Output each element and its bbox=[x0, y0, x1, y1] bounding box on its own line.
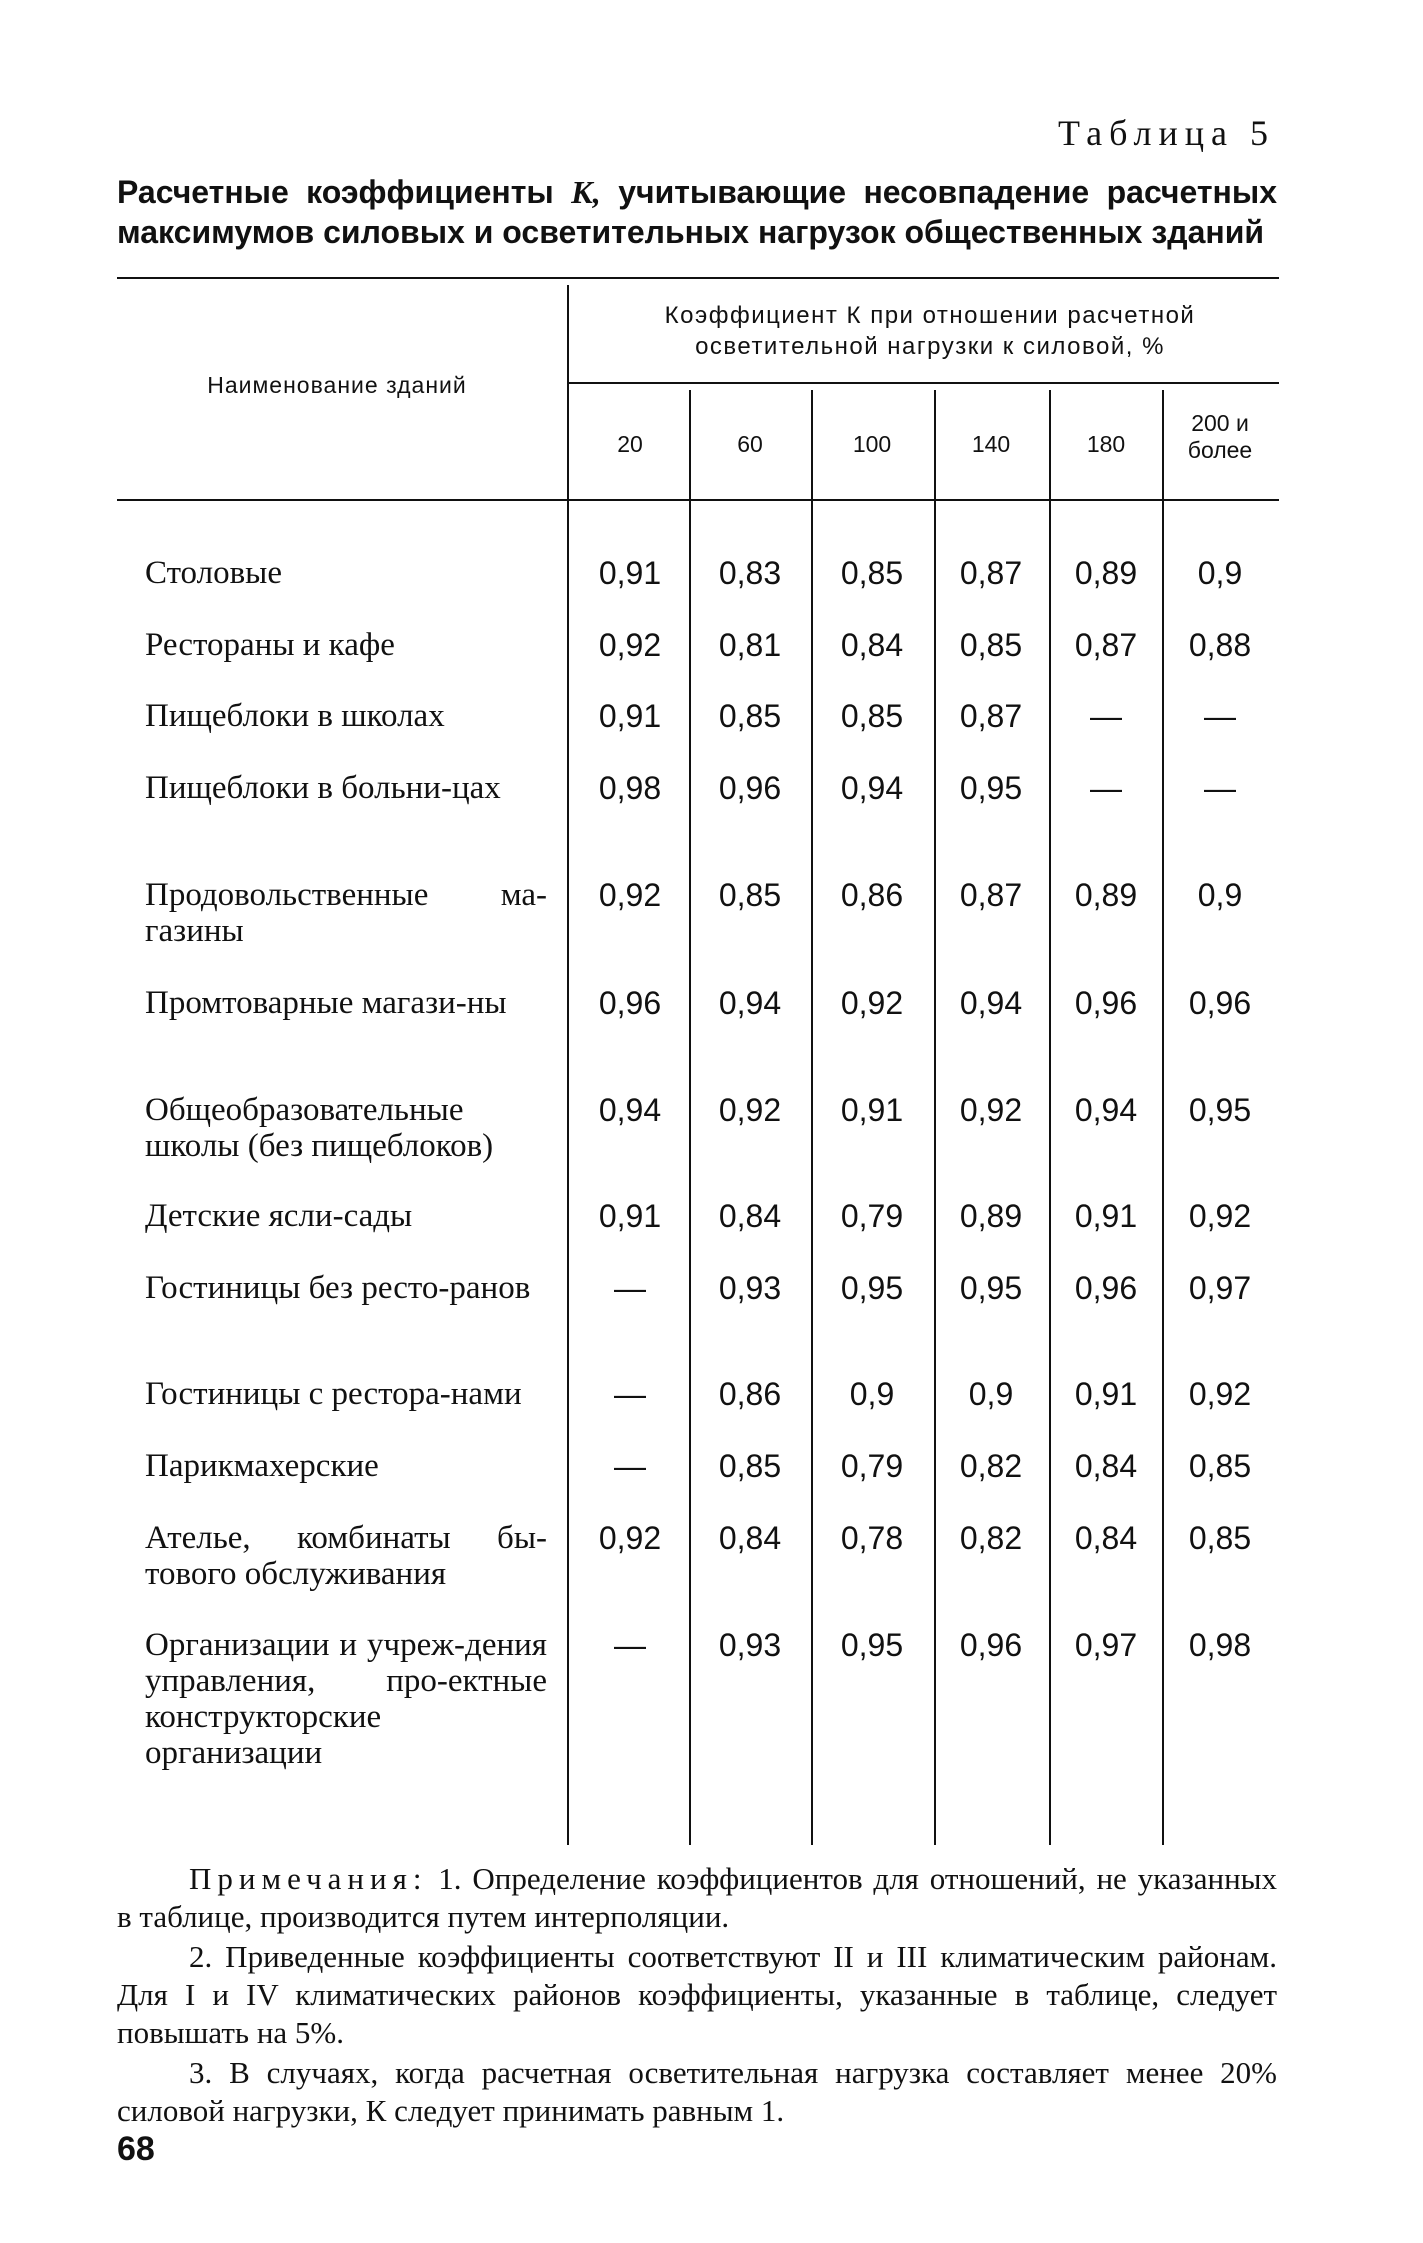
table-cell: 0,83 bbox=[718, 555, 782, 591]
table-cell: 0,94 bbox=[840, 770, 904, 806]
table-cell: 0,89 bbox=[959, 1198, 1023, 1234]
table-caption bbox=[117, 172, 1277, 252]
header-ratio-1: 20 bbox=[617, 431, 643, 457]
row-building-name bbox=[117, 985, 547, 1021]
row-building-name bbox=[117, 1448, 547, 1484]
table-cell: 0,93 bbox=[718, 1270, 782, 1306]
caption-text-1: Расчетные коэффициенты bbox=[117, 174, 572, 210]
table-number: Таблица 5 bbox=[1058, 113, 1275, 153]
table-cell: 0,91 bbox=[598, 555, 662, 591]
header-ratio-6: 200 и более bbox=[1187, 410, 1253, 463]
row-building-name-text: Парикмахерские bbox=[145, 1448, 379, 1484]
table-cell: — bbox=[614, 1448, 646, 1484]
table-cell: — bbox=[614, 1376, 646, 1412]
table-cell: 0,84 bbox=[840, 627, 904, 663]
table-cell: 0,94 bbox=[959, 985, 1023, 1021]
table-cell: 0,97 bbox=[1188, 1270, 1252, 1306]
table-cell: 0,84 bbox=[1074, 1448, 1138, 1484]
table-cell: 0,96 bbox=[598, 985, 662, 1021]
row-building-name bbox=[117, 1376, 547, 1412]
table-cell: 0,92 bbox=[1188, 1198, 1252, 1234]
table-cell: 0,92 bbox=[959, 1092, 1023, 1128]
row-building-name-text: Продовольственные ма-газины bbox=[145, 877, 547, 949]
table-cell: — bbox=[614, 1627, 646, 1663]
table-cell: 0,79 bbox=[840, 1448, 904, 1484]
row-building-name bbox=[117, 1270, 547, 1306]
table-cell: 0,93 bbox=[718, 1627, 782, 1663]
table-cell: 0,85 bbox=[718, 877, 782, 913]
table-cell: 0,92 bbox=[718, 1092, 782, 1128]
row-building-name-text: Ателье, комбинаты бы-тового обслуживания bbox=[145, 1520, 547, 1592]
row-building-name bbox=[117, 555, 547, 591]
table-cell: 0,94 bbox=[1074, 1092, 1138, 1128]
page-number: 68 bbox=[117, 2130, 155, 2168]
caption-symbol: К, bbox=[571, 174, 601, 210]
table-cell: 0,9 bbox=[1197, 877, 1243, 913]
table-cell: 0,82 bbox=[959, 1448, 1023, 1484]
table-cell: 0,95 bbox=[959, 1270, 1023, 1306]
row-building-name bbox=[117, 770, 547, 806]
notes-lead: Примечания: bbox=[189, 1861, 428, 1896]
table-cell: 0,92 bbox=[598, 877, 662, 913]
row-building-name-text: Организации и учреж-дения управления, про-ектные конструкторские организации bbox=[145, 1627, 547, 1771]
table-cell: 0,91 bbox=[598, 1198, 662, 1234]
table-cell: 0,96 bbox=[1074, 985, 1138, 1021]
header-bottom-rule bbox=[117, 499, 1279, 501]
table-cell: 0,94 bbox=[718, 985, 782, 1021]
table-cell: 0,85 bbox=[718, 1448, 782, 1484]
table-cell: 0,84 bbox=[718, 1198, 782, 1234]
table-cell: 0,91 bbox=[1074, 1376, 1138, 1412]
row-building-name bbox=[117, 1627, 547, 1771]
table-cell: 0,96 bbox=[1188, 985, 1252, 1021]
note-1-text: 1. Определение коэффициентов для отношений, не указанных в таблице, производится путем интерполяции. bbox=[117, 1861, 1277, 1934]
row-building-name-text: Гостиницы с рестора-нами bbox=[145, 1376, 522, 1412]
table-cell: — bbox=[1204, 770, 1236, 806]
table-cell: 0,78 bbox=[840, 1520, 904, 1556]
table-cell: 0,87 bbox=[959, 698, 1023, 734]
table-cell: 0,98 bbox=[1188, 1627, 1252, 1663]
table-cell: 0,91 bbox=[840, 1092, 904, 1128]
note-2: 2. Приведенные коэффициенты соответствуют II и III климатическим районам. Для I и IV климатических районов коэффициенты, указанные в таблице, следует повышать на 5%. bbox=[117, 1939, 1277, 2050]
table-cell: 0,91 bbox=[598, 698, 662, 734]
table-cell: 0,85 bbox=[718, 698, 782, 734]
column-divider bbox=[1162, 390, 1164, 1845]
table-cell: 0,94 bbox=[598, 1092, 662, 1128]
column-divider bbox=[811, 390, 813, 1845]
row-building-name-text: Детские ясли-сады bbox=[145, 1198, 413, 1234]
table-cell: 0,95 bbox=[959, 770, 1023, 806]
row-building-name bbox=[117, 1520, 547, 1592]
table-cell: 0,95 bbox=[1188, 1092, 1252, 1128]
header-ratio-5: 180 bbox=[1086, 431, 1126, 457]
table-cell: 0,85 bbox=[840, 698, 904, 734]
header-sub-rule bbox=[569, 382, 1279, 384]
header-ratio-4: 140 bbox=[971, 431, 1011, 457]
row-building-name bbox=[117, 877, 547, 949]
table-cell: 0,85 bbox=[840, 555, 904, 591]
header-ratio-3: 100 bbox=[852, 431, 892, 457]
row-building-name bbox=[117, 1198, 547, 1234]
table-cell: 0,86 bbox=[840, 877, 904, 913]
table-cell: 0,87 bbox=[959, 555, 1023, 591]
table-cell: 0,84 bbox=[1074, 1520, 1138, 1556]
header-coefficient-line2: осветительной нагрузки к силовой, % bbox=[695, 333, 1165, 360]
row-building-name-text: Общеобразовательные школы (без пищеблоков) bbox=[145, 1092, 494, 1164]
header-ratio-2: 60 bbox=[737, 431, 763, 457]
table-cell: 0,9 bbox=[849, 1376, 895, 1412]
table-cell: 0,84 bbox=[718, 1520, 782, 1556]
row-building-name-text: Столовые bbox=[145, 555, 282, 591]
table-cell: — bbox=[1090, 770, 1122, 806]
table-cell: 0,85 bbox=[959, 627, 1023, 663]
table-cell: 0,9 bbox=[1197, 555, 1243, 591]
table-cell: 0,96 bbox=[718, 770, 782, 806]
row-building-name-text: Пищеблоки в больни-цах bbox=[145, 770, 501, 806]
row-building-name bbox=[117, 698, 547, 734]
caption-text-2: учитывающие несовпадение расчетных максимумов силовых и осветительных нагрузок общественных зданий bbox=[117, 174, 1278, 250]
row-building-name-text: Гостиницы без ресто-ранов bbox=[145, 1270, 531, 1306]
header-coefficient bbox=[580, 300, 1280, 362]
name-column-divider bbox=[567, 285, 569, 1845]
table-cell: 0,92 bbox=[598, 1520, 662, 1556]
row-building-name bbox=[117, 1092, 547, 1164]
table-cell: 0,95 bbox=[840, 1627, 904, 1663]
row-building-name bbox=[117, 627, 547, 663]
table-cell: — bbox=[614, 1270, 646, 1306]
table-cell: 0,89 bbox=[1074, 877, 1138, 913]
header-coefficient-line1: Коэффициент К при отношении расчетной bbox=[664, 302, 1196, 329]
table-cell: 0,98 bbox=[598, 770, 662, 806]
note-3: 3. В случаях, когда расчетная осветительная нагрузка составляет менее 20% силовой нагрузки, К следует принимать равным 1. bbox=[117, 2055, 1277, 2128]
table-cell: 0,87 bbox=[1074, 627, 1138, 663]
table-cell: 0,91 bbox=[1074, 1198, 1138, 1234]
table-cell: — bbox=[1090, 698, 1122, 734]
table-cell: 0,97 bbox=[1074, 1627, 1138, 1663]
table-cell: 0,92 bbox=[598, 627, 662, 663]
table-top-rule bbox=[117, 277, 1279, 279]
table-cell: 0,85 bbox=[1188, 1520, 1252, 1556]
table-cell: 0,96 bbox=[959, 1627, 1023, 1663]
table-cell: 0,86 bbox=[718, 1376, 782, 1412]
table-cell: 0,95 bbox=[840, 1270, 904, 1306]
row-building-name-text: Рестораны и кафе bbox=[145, 627, 395, 663]
column-divider bbox=[689, 390, 691, 1845]
table-cell: 0,87 bbox=[959, 877, 1023, 913]
table-notes bbox=[117, 1860, 1277, 2132]
table-cell: 0,88 bbox=[1188, 627, 1252, 663]
row-building-name-text: Пищеблоки в школах bbox=[145, 698, 445, 734]
table-cell: 0,81 bbox=[718, 627, 782, 663]
table-cell: 0,92 bbox=[840, 985, 904, 1021]
table-cell: — bbox=[1204, 698, 1236, 734]
table-cell: 0,79 bbox=[840, 1198, 904, 1234]
row-building-name-text: Промтоварные магази-ны bbox=[145, 985, 507, 1021]
table-cell: 0,96 bbox=[1074, 1270, 1138, 1306]
table-cell: 0,82 bbox=[959, 1520, 1023, 1556]
table-cell: 0,89 bbox=[1074, 555, 1138, 591]
note-1 bbox=[117, 1860, 1277, 1936]
table-cell: 0,92 bbox=[1188, 1376, 1252, 1412]
table-cell: 0,9 bbox=[968, 1376, 1014, 1412]
header-building-name: Наименование зданий bbox=[207, 372, 467, 398]
table-cell: 0,85 bbox=[1188, 1448, 1252, 1484]
